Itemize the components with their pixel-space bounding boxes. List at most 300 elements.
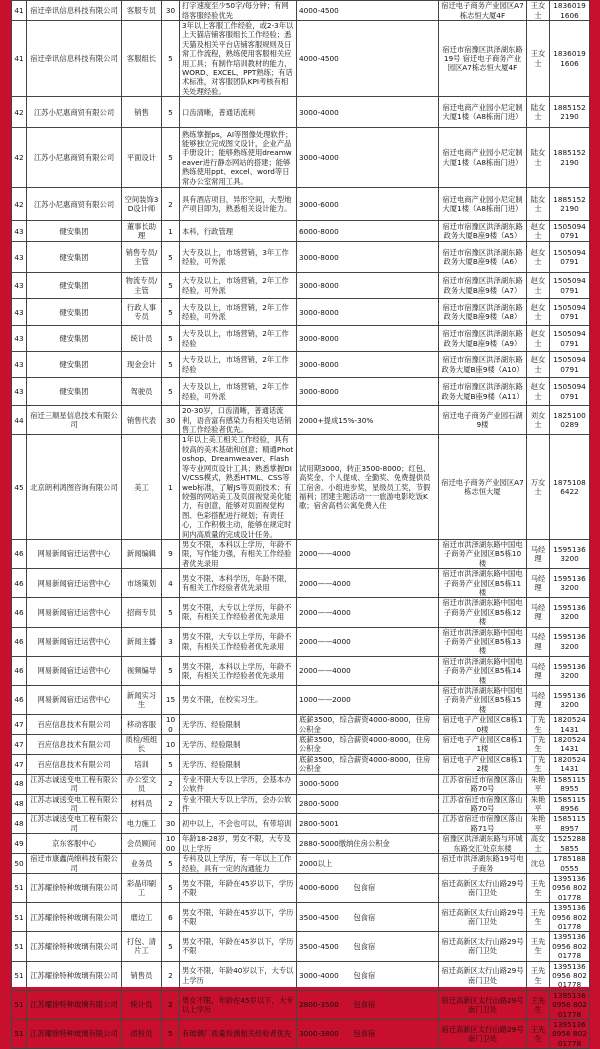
requirements: 20-30岁，口齿清晰，普通话流利，语音富有感染力有相关电话销售工作经验者优先。	[180, 406, 297, 435]
phone-number: 15851158957	[550, 814, 590, 834]
salary: 底薪3500，综合薪资4000-8000，住房公积金	[297, 735, 439, 755]
requirements: 无学历、经验限制	[180, 754, 297, 774]
phone-number: 15951363200	[550, 598, 590, 627]
company-name: 江苏志诚送变电工程有限公司	[27, 774, 122, 794]
position-name: 现金会计	[122, 352, 162, 378]
address: 宿迁市宿豫区洪泽湖东路政务大厦B座9楼（A6）	[439, 242, 527, 273]
position-name: 客服专员	[122, 1, 162, 21]
requirements: 大专及以上，市场营销，2年工作经验	[180, 352, 297, 378]
phone-number: 18205241431	[550, 715, 590, 735]
address: 宿迁电子商务产业园区A7栋志恒大厦	[439, 435, 527, 539]
requirements: 专业不限大专以上学历，会办公软件	[180, 794, 297, 814]
table-row	[12, 406, 590, 435]
company-name: 江苏耀徐特种玻璃有限公司	[27, 961, 122, 990]
position-name: 美工	[122, 435, 162, 539]
salary: 3000-8000	[297, 326, 439, 352]
requirements: 男女不限，年龄在45岁以下，学历不限	[180, 873, 297, 902]
contact-person: 赵女士	[527, 299, 550, 326]
contact-person: 马经理	[527, 539, 550, 568]
position-name: 移动客服	[122, 715, 162, 735]
address: 宿迁市宿豫区洪泽湖东路政务大厦B座9楼（A5）	[439, 221, 527, 242]
salary: 3000-4000	[297, 128, 439, 188]
table-row	[12, 754, 590, 774]
phone-number: 18751086422	[550, 435, 590, 539]
table-row	[12, 814, 590, 834]
phone-number: 18851522190	[550, 128, 590, 188]
address: 宿豫区洪泽湖东路与环城东路交汇处京东楼	[439, 834, 527, 854]
company-name: 网易新闻宿迁运营中心	[27, 539, 122, 568]
salary: 1000——2000	[297, 686, 439, 715]
address: 宿迁市宿豫区洪泽湖东路政务大厦B座9楼（A10）	[439, 352, 527, 378]
requirements: 熟练掌握ps，AI等图像处理软件；能够独立完成图文设计，企业产品手册设计；能够熟练使用dreamweaver进行静态网站的搭建；能够熟练使用ppt、excel、word等日常办公室常用工具。	[180, 128, 297, 188]
table-row	[12, 299, 590, 326]
position-name: 会员顾问	[122, 834, 162, 854]
contact-person: 马经理	[527, 656, 550, 685]
requirements: 男女不限，在校实习生。	[180, 686, 297, 715]
table-row	[12, 794, 590, 814]
requirements: 大专及以上，市场营销，3年工作经验，可外派	[180, 242, 297, 273]
position-name: 打包、清片工	[122, 932, 162, 961]
phone-number: 13951360956 80201778	[550, 1020, 590, 1049]
salary: 3000-5000	[297, 774, 439, 794]
requirements: 无学历、经验限制	[180, 715, 297, 735]
position-name: 彩晶印刷工	[122, 873, 162, 902]
company-name: 健安集团	[27, 326, 122, 352]
salary: 3000-3800 包食宿	[297, 1020, 439, 1049]
row-number: 51	[12, 1020, 27, 1049]
phone-number: 13951360956 80201778	[550, 873, 590, 902]
company-name: 网易新闻宿迁运营中心	[27, 656, 122, 685]
company-name: 网易新闻宿迁运营中心	[27, 598, 122, 627]
address: 江苏省宿迁市宿豫区落山路71号	[439, 814, 527, 834]
position-name: 办公室文员	[122, 774, 162, 794]
row-number: 41	[12, 1, 27, 21]
headcount: 5	[162, 242, 180, 273]
company-name: 江苏耀徐特种玻璃有限公司	[27, 990, 122, 1019]
salary: 底薪3500，综合薪资4000-8000，住房公积金	[297, 715, 439, 735]
position-name: 新闻实习生	[122, 686, 162, 715]
salary: 2000——4000	[297, 656, 439, 685]
address: 江苏省宿迁市宿豫区落山路70号	[439, 794, 527, 814]
company-name: 江苏志诚送变电工程有限公司	[27, 814, 122, 834]
table-row	[12, 834, 590, 854]
contact-person: 王先生	[527, 873, 550, 902]
requirements: 男女不限，本科以上学历，年龄不限，写作能力强，有相关工作经验者优先录用	[180, 539, 297, 568]
contact-person: 马经理	[527, 686, 550, 715]
row-number: 47	[12, 735, 27, 755]
position-name: 新闻编辑	[122, 539, 162, 568]
company-name: 健安集团	[27, 273, 122, 299]
company-name: 健安集团	[27, 352, 122, 378]
phone-number: 15050940791	[550, 326, 590, 352]
requirements: 男女不限，年龄在45岁以下，学历不限	[180, 903, 297, 932]
phone-number: 15951363200	[550, 539, 590, 568]
row-number: 50	[12, 854, 27, 874]
headcount: 1	[162, 221, 180, 242]
requirements: 1年以上美工相关工作经验，具有较高的美术基础和创意；精通Photoshop、Dreamweaver、Flash等专业网页设计工具；熟悉掌握DIV/CSS模式，熟悉HTML、CSS等web标准，了解JS等页面技术；有较强的网站美工及页面视觉美化能力，有创意，能够对页面视觉构图、色彩搭配进行规划；有责任心，工作积极主动，能够在规定时间内高质量的完成设计任务。	[180, 435, 297, 539]
position-name: 销售	[122, 97, 162, 128]
phone-number: 18851522190	[550, 188, 590, 221]
row-number: 47	[12, 754, 27, 774]
table-row	[12, 97, 590, 128]
row-number: 48	[12, 794, 27, 814]
row-number: 45	[12, 435, 27, 539]
position-name: 空间装饰3D设计师	[122, 188, 162, 221]
headcount: 9	[162, 539, 180, 568]
salary: 2000——4000	[297, 539, 439, 568]
address: 宿迁电商产业园小尼定制大厦1楼（A8栋南门进）	[439, 97, 527, 128]
phone-number: 15252885855	[550, 834, 590, 854]
salary: 2800-3500 包食宿	[297, 990, 439, 1019]
table-row	[12, 1, 590, 21]
salary: 3500-4500 包食宿	[297, 903, 439, 932]
contact-person: 沈总	[527, 854, 550, 874]
salary: 2000——4000	[297, 569, 439, 598]
row-number: 41	[12, 21, 27, 97]
position-name: 驾驶员	[122, 378, 162, 406]
company-name: 京东客服中心	[27, 834, 122, 854]
phone-number: 18360191606	[550, 1, 590, 21]
row-number: 51	[12, 932, 27, 961]
table-row	[12, 961, 590, 990]
position-name: 董事长助理	[122, 221, 162, 242]
row-number: 48	[12, 814, 27, 834]
position-name: 客服组长	[122, 21, 162, 97]
contact-person: 王先生	[527, 990, 550, 1019]
position-name: 统计员	[122, 990, 162, 1019]
contact-person: 王先生	[527, 903, 550, 932]
address: 宿迁高新区太行山路29号南门卫处	[439, 961, 527, 990]
phone-number: 18251000289	[550, 406, 590, 435]
address: 宿迁市洪泽湖东路19号电子商务	[439, 854, 527, 874]
headcount: 2	[162, 961, 180, 990]
table-row	[12, 903, 590, 932]
headcount: 10	[162, 735, 180, 755]
row-number: 43	[12, 242, 27, 273]
position-name: 磨边工	[122, 903, 162, 932]
phone-number: 15951363200	[550, 686, 590, 715]
company-name: 健安集团	[27, 378, 122, 406]
phone-number: 15050940791	[550, 378, 590, 406]
row-number: 43	[12, 326, 27, 352]
headcount: 15	[162, 686, 180, 715]
headcount: 5	[162, 273, 180, 299]
company-name: 宿迁市康鑫尚绵科技有限公司	[27, 854, 122, 874]
company-name: 江苏小尼惠商贸有限公司	[27, 128, 122, 188]
position-name: 销售员	[122, 961, 162, 990]
headcount: 2	[162, 794, 180, 814]
company-name: 网易新闻宿迁运营中心	[27, 627, 122, 656]
salary: 3000-8000	[297, 352, 439, 378]
salary: 3000-6000	[297, 188, 439, 221]
headcount: 5	[162, 1020, 180, 1049]
company-name: 江苏耀徐特种玻璃有限公司	[27, 903, 122, 932]
phone-number: 15951363200	[550, 627, 590, 656]
address: 宿迁市洪泽湖东路中国电子商务产业园区B5栋12楼	[439, 598, 527, 627]
requirements: 男女不限，本科学历，年龄不限，有相关工作经验者优先录用	[180, 569, 297, 598]
row-number: 43	[12, 378, 27, 406]
position-name: 质检员	[122, 1020, 162, 1049]
table-row	[12, 569, 590, 598]
position-name: 培训	[122, 754, 162, 774]
position-name: 平面设计	[122, 128, 162, 188]
address: 宿迁市宿豫区洪泽湖东路政务大厦B座9楼（A7）	[439, 273, 527, 299]
address: 宿迁高新区太行山路29号南门卫处	[439, 932, 527, 961]
row-number: 42	[12, 128, 27, 188]
contact-person: 赵女士	[527, 221, 550, 242]
headcount: 6	[162, 903, 180, 932]
contact-person: 赵女士	[527, 242, 550, 273]
headcount: 1	[162, 435, 180, 539]
table-row	[12, 854, 590, 874]
phone-number: 18205241431	[550, 754, 590, 774]
headcount: 1000	[162, 834, 180, 854]
table-row	[12, 932, 590, 961]
salary: 2880-5000缴纳住房公积金	[297, 834, 439, 854]
phone-number: 18360191606	[550, 21, 590, 97]
company-name: 宿迁牵讯信息科技有限公司	[27, 21, 122, 97]
requirements: 男女不限，年龄在45岁以下，大专以上学历	[180, 990, 297, 1019]
contact-person: 王先生	[527, 932, 550, 961]
phone-number: 15050940791	[550, 242, 590, 273]
headcount: 30	[162, 1, 180, 21]
table-row	[12, 242, 590, 273]
address: 宿迁电子商务产业园石湖9楼	[439, 406, 527, 435]
contact-person: 赵女士	[527, 326, 550, 352]
headcount: 5	[162, 854, 180, 874]
row-number: 51	[12, 903, 27, 932]
row-number: 47	[12, 715, 27, 735]
requirements: 本科，行政管理	[180, 221, 297, 242]
row-number: 49	[12, 834, 27, 854]
position-name: 市场策划	[122, 569, 162, 598]
position-name: 招商专员	[122, 598, 162, 627]
contact-person: 陆女士	[527, 188, 550, 221]
salary: 2000——4000	[297, 598, 439, 627]
contact-person: 万女士	[527, 435, 550, 539]
phone-number: 18205241431	[550, 735, 590, 755]
row-number: 43	[12, 299, 27, 326]
contact-person: 陆女士	[527, 97, 550, 128]
table-row	[12, 378, 590, 406]
position-name: 电力施工	[122, 814, 162, 834]
position-name: 视频编导	[122, 656, 162, 685]
phone-number: 15951363200	[550, 569, 590, 598]
headcount: 2	[162, 774, 180, 794]
address: 宿迁高新区太行山路29号南门卫处	[439, 903, 527, 932]
headcount: 30	[162, 406, 180, 435]
salary: 底薪3500，综合薪资4000-8000，住房公积金	[297, 754, 439, 774]
headcount: 2	[162, 990, 180, 1019]
salary: 3000-8000	[297, 242, 439, 273]
address: 宿迁高新区太行山路29号南门卫处	[439, 990, 527, 1019]
requirements: 男女不限，本科以上学历，年龄不限，有相关工作经验者优先录用	[180, 656, 297, 685]
salary: 2000——4000	[297, 627, 439, 656]
company-name: 健安集团	[27, 299, 122, 326]
row-number: 46	[12, 627, 27, 656]
contact-person: 朱艳平	[527, 794, 550, 814]
table-row	[12, 627, 590, 656]
contact-person: 赵女士	[527, 378, 550, 406]
requirements: 口齿清晰，普通话流利	[180, 97, 297, 128]
row-number: 43	[12, 221, 27, 242]
address: 宿迁电子产业园区C8栋10楼	[439, 715, 527, 735]
salary: 6000-8000	[297, 221, 439, 242]
address: 宿迁市洪泽湖东路中国电子商务产业园区B5栋13楼	[439, 627, 527, 656]
requirements: 3年以上客服工作经验，或2-3年以上天猫店铺客服组长工作经验；悉天猫及相关平台店铺客服规则及日常工作流程，熟练使用客服相关应用工具；有制作培训教材的能力，WORD、EXCEL、PPT熟练；有话术标准，对客服团队KPI考核有相关处理经验。	[180, 21, 297, 97]
table-row	[12, 435, 590, 539]
position-name: 行政人事专员	[122, 299, 162, 326]
address: 宿迁电子商务产业园区A7栋志恒大厦4F	[439, 1, 527, 21]
row-number: 51	[12, 873, 27, 902]
requirements: 具有酒店项目，异形空间，大型地产项目即为，熟悉相关设计能力。	[180, 188, 297, 221]
contact-person: 王女士	[527, 21, 550, 97]
contact-person: 王先生	[527, 1020, 550, 1049]
contact-person: 朱艳平	[527, 814, 550, 834]
headcount: 30	[162, 814, 180, 834]
salary: 2000+提成15%-30%	[297, 406, 439, 435]
table-row	[12, 539, 590, 568]
requirements: 男女不限，年龄在45岁以下，学历不限	[180, 932, 297, 961]
salary: 3000-4000	[297, 97, 439, 128]
row-number: 42	[12, 97, 27, 128]
requirements: 大专及以上，市场营销，2年工作经验，可外派	[180, 378, 297, 406]
requirements: 打字速度至少50字/每分钟；有网络客服经验优先	[180, 1, 297, 21]
table-row	[12, 990, 590, 1019]
position-name: 业务员	[122, 854, 162, 874]
address: 宿迁市洪泽湖东路中国电子商务产业园区B5栋10楼	[439, 539, 527, 568]
table-row	[12, 326, 590, 352]
row-number: 48	[12, 774, 27, 794]
table-row	[12, 21, 590, 97]
phone-number: 15851158955	[550, 774, 590, 794]
contact-person: 丁先生	[527, 754, 550, 774]
headcount: 5	[162, 754, 180, 774]
job-listing-sheet	[11, 0, 589, 1048]
company-name: 网易新闻宿迁运营中心	[27, 569, 122, 598]
contact-person: 陆女士	[527, 128, 550, 188]
headcount: 5	[162, 326, 180, 352]
phone-number: 15851158956	[550, 794, 590, 814]
headcount: 5	[162, 598, 180, 627]
headcount: 5	[162, 873, 180, 902]
requirements: 专业不限大专以上学历，会基本办公软件	[180, 774, 297, 794]
company-name: 江苏耀徐特种玻璃有限公司	[27, 1020, 122, 1049]
row-number: 46	[12, 686, 27, 715]
address: 宿迁高新区太行山路29号南门卫处	[439, 1020, 527, 1049]
salary: 3500-4500 包食宿	[297, 932, 439, 961]
contact-person: 赵女士	[527, 352, 550, 378]
company-name: 江苏志诚送变电工程有限公司	[27, 794, 122, 814]
table-row	[12, 873, 590, 902]
address: 宿迁电商产业园小尼定制大厦1楼（A8栋南门进）	[439, 188, 527, 221]
requirements: 大专及以上，市场营销，2年工作经验，可外派	[180, 273, 297, 299]
table-row	[12, 715, 590, 735]
company-name: 健安集团	[27, 242, 122, 273]
salary: 4000-4500	[297, 21, 439, 97]
address: 宿迁市宿豫区洪泽湖东路政务大厦B座9楼（A9）	[439, 326, 527, 352]
salary: 4000-6000 包食宿	[297, 873, 439, 902]
phone-number: 13951360956 80201778	[550, 961, 590, 990]
salary: 试用期3000，转正3500-8000；红包、高奖金、个人提成、全勤奖、免费提供员工宿舍。小组进步奖，星级员工奖，节假福利；团建主题活动一一旅游电影吃饭K歌；宿舍高档公寓免费入住	[297, 435, 439, 539]
phone-number: 15050940791	[550, 299, 590, 326]
contact-person: 王女士	[527, 1, 550, 21]
requirements: 大专及以上，市场营销，2年工作经验	[180, 326, 297, 352]
address: 宿迁市宿豫区洪泽湖东路19号 宿迁电子商务产业园区A7栋志恒大厦4F	[439, 21, 527, 97]
position-name: 物流专员/主管	[122, 273, 162, 299]
table-row	[12, 273, 590, 299]
company-name: 健安集团	[27, 221, 122, 242]
contact-person: 丁先生	[527, 735, 550, 755]
table-row	[12, 774, 590, 794]
address: 宿迁市宿豫区洪泽湖东路政务大厦B座9楼（A8）	[439, 299, 527, 326]
row-number: 46	[12, 598, 27, 627]
address: 宿迁电子产业园区C8栋12楼	[439, 754, 527, 774]
address: 宿迁市洪泽湖东路中国电子商务产业园区B5栋15楼	[439, 686, 527, 715]
position-name: 材料员	[122, 794, 162, 814]
job-table	[11, 0, 590, 1049]
row-number: 51	[12, 990, 27, 1019]
contact-person: 王先生	[527, 961, 550, 990]
phone-number: 15050940791	[550, 221, 590, 242]
contact-person: 马经理	[527, 627, 550, 656]
address: 宿迁市宿豫区洪泽湖东路政务大厦B座9楼（A11）	[439, 378, 527, 406]
phone-number: 15951363200	[550, 656, 590, 685]
table-row	[12, 686, 590, 715]
contact-person: 马经理	[527, 598, 550, 627]
table-row	[12, 1020, 590, 1049]
position-name: 销售代表	[122, 406, 162, 435]
company-name: 宿迁三顺星信息技术有限公司	[27, 406, 122, 435]
row-number: 46	[12, 569, 27, 598]
position-name: 销售专员/主管	[122, 242, 162, 273]
headcount: 5	[162, 128, 180, 188]
requirements: 男女不限，大专以上学历，年龄不限，有相关工作经验者优先录用	[180, 627, 297, 656]
row-number: 43	[12, 273, 27, 299]
headcount: 5	[162, 656, 180, 685]
phone-number: 13951360956 80201778	[550, 932, 590, 961]
headcount: 5	[162, 21, 180, 97]
company-name: 北京朗利鸿图咨询有限公司	[27, 435, 122, 539]
company-name: 江苏耀徐特种玻璃有限公司	[27, 932, 122, 961]
headcount: 5	[162, 299, 180, 326]
requirements: 专科及以上学历，有一年以上工作经验，具有一定的沟通能力	[180, 854, 297, 874]
contact-person: 朱艳平	[527, 774, 550, 794]
row-number: 46	[12, 656, 27, 685]
address: 江苏省宿迁市宿豫区落山路70号	[439, 774, 527, 794]
requirements: 男女不限，大专以上学历，年龄不限，有相关工作经验者优先录用	[180, 598, 297, 627]
salary: 3000-4000 包食宿	[297, 961, 439, 990]
table-row	[12, 352, 590, 378]
company-name: 网易新闻宿迁运营中心	[27, 686, 122, 715]
row-number: 51	[12, 961, 27, 990]
company-name: 江苏小尼惠商贸有限公司	[27, 97, 122, 128]
company-name: 江苏耀徐特种玻璃有限公司	[27, 873, 122, 902]
row-number: 43	[12, 352, 27, 378]
company-name: 百应信息技术有限公司	[27, 735, 122, 755]
contact-person: 马经理	[527, 569, 550, 598]
table-row	[12, 188, 590, 221]
position-name: 统计员	[122, 326, 162, 352]
company-name: 百应信息技术有限公司	[27, 715, 122, 735]
position-name: 新闻主播	[122, 627, 162, 656]
requirements: 男女不限，年龄40岁以下，大专以上学历	[180, 961, 297, 990]
phone-number: 13951360956 80201778	[550, 903, 590, 932]
phone-number: 13951360956 80201778	[550, 990, 590, 1019]
row-number: 42	[12, 188, 27, 221]
salary: 3000-8000	[297, 273, 439, 299]
headcount: 100	[162, 715, 180, 735]
